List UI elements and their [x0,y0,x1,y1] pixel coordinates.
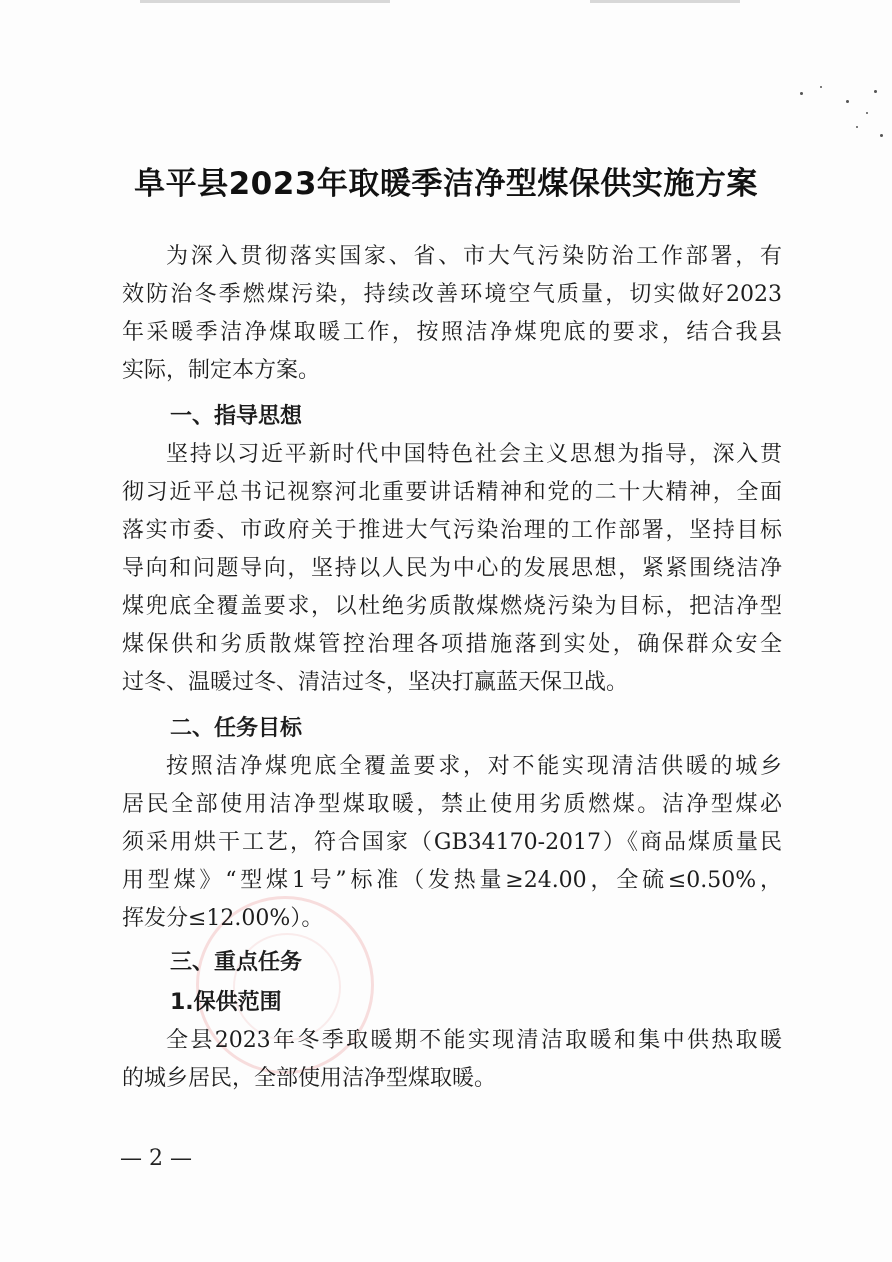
section2-line: 按照洁净煤兜底全覆盖要求，对不能实现清洁供暖的城乡 [166,754,782,779]
section1-line: 煤保供和劣质散煤管控治理各项措施落到实处，确保群众安全 [122,632,782,657]
scan-speck [866,112,868,114]
scan-speck [800,92,803,95]
section1-line: 导向和问题导向，坚持以人民为中心的发展思想，紧紧围绕洁净 [122,556,782,581]
section2-paragraph [122,748,782,938]
scan-speck [856,126,858,128]
section1-line: 过冬、温暖过冬、清洁过冬，坚决打赢蓝天保卫战。 [122,670,629,695]
intro-line: 实际，制定本方案。 [122,358,321,383]
subheading-supply-scope: 1.保供范围 [170,990,282,1015]
intro-line: 为深入贯彻落实国家、省、市大气污染防治工作部署，有 [166,244,782,269]
section1-line: 落实市委、市政府关于推进大气污染治理的工作部署，坚持目标 [122,518,782,543]
document-title: 阜平县2023年取暖季洁净型煤保供实施方案 [134,166,758,202]
section-heading-key-tasks: 三、重点任务 [170,950,303,975]
section1-paragraph [122,436,782,702]
supply-scope-paragraph [122,1022,782,1098]
supply-scope-line: 全县2023年冬季取暖期不能实现清洁取暖和集中供热取暖 [166,1028,782,1053]
section1-line: 彻习近平总书记视察河北重要讲话精神和党的二十大精神，全面 [122,480,782,505]
intro-line: 效防治冬季燃煤污染，持续改善环境空气质量，切实做好2023 [122,282,782,307]
supply-scope-line: 的城乡居民，全部使用洁净型煤取暖。 [122,1066,497,1091]
intro-paragraph [122,238,782,390]
scan-speck [846,100,849,103]
section2-line: 挥发分≤12.00%）。 [122,906,324,931]
section2-line: 用型煤》“型煤1号”标准（发热量≥24.00，全硫≤0.50%， [122,868,782,893]
scan-edge-mark [590,0,740,3]
scan-speck [820,86,822,88]
section2-line: 须采用烘干工艺，符合国家（GB34170-2017）《商品煤质量民 [122,830,782,855]
section-heading-task-goals: 二、任务目标 [170,716,303,741]
intro-line: 年采暖季洁净煤取暖工作，按照洁净煤兜底的要求，结合我县 [122,320,782,345]
scan-speck [874,90,877,93]
section1-line: 坚持以习近平新时代中国特色社会主义思想为指导，深入贯 [166,442,782,467]
page-number: — 2 — [120,1146,192,1171]
section1-line: 煤兜底全覆盖要求，以杜绝劣质散煤燃烧污染为目标，把洁净型 [122,594,782,619]
section2-line: 居民全部使用洁净型煤取暖，禁止使用劣质燃煤。洁净型煤必 [122,792,782,817]
scan-edge-mark [140,0,390,3]
section-heading-guiding-ideology: 一、指导思想 [170,404,303,429]
scan-speck [880,134,883,137]
